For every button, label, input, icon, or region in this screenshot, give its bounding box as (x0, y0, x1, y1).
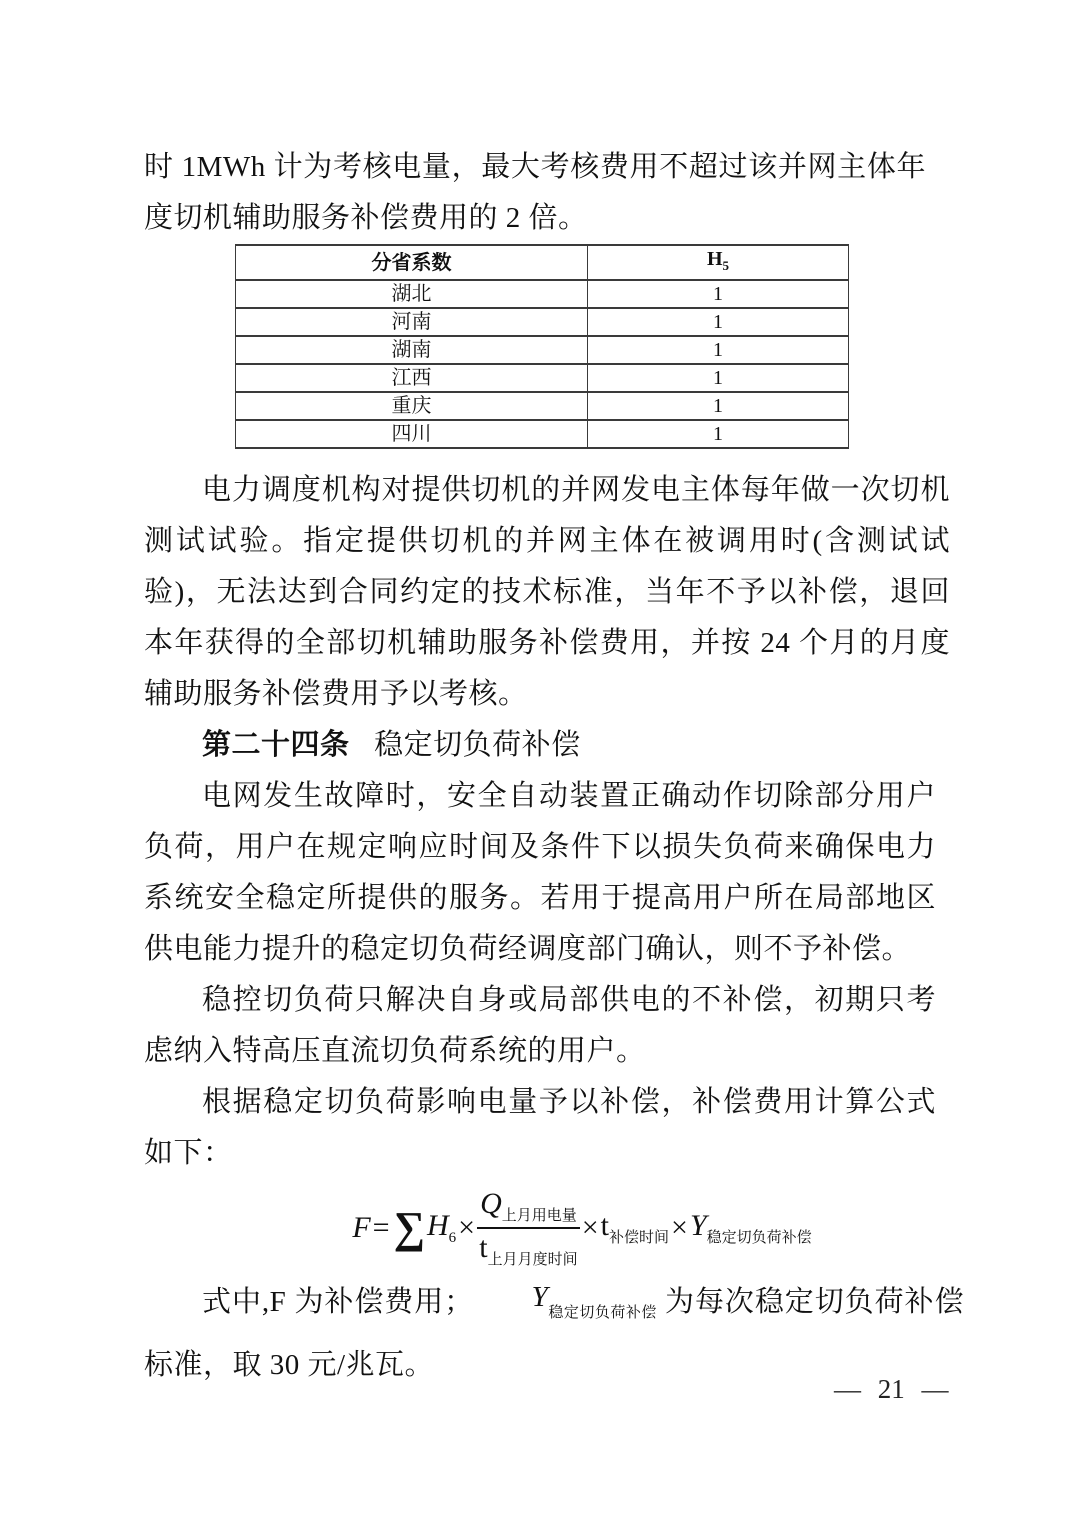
inline-y-subscript: 稳定切负荷补偿 (548, 1304, 657, 1321)
province-cell: 湖南 (236, 336, 588, 364)
province-cell: 湖北 (236, 280, 588, 308)
sum-symbol: ∑ (393, 1203, 425, 1252)
formula-F: F (352, 1211, 371, 1244)
column-header-h5 (588, 245, 849, 280)
h5-subscript: 5 (722, 258, 730, 273)
article-title: 稳定切负荷补偿 (374, 729, 581, 761)
value-cell: 1 (588, 308, 849, 336)
formula-fraction (477, 1187, 580, 1270)
table-row (236, 280, 849, 308)
t-den-subscript: 上月月度时间 (487, 1252, 578, 1268)
t-comp-base: t (600, 1209, 610, 1242)
paragraph-test-trial: 电力调度机构对提供切机的并网发电主体每年做一次切机测试试验。指定提供切机的并网主体在被调用时(含测试试验)，无法达到合同约定的技术标准，当年不予以补偿，退回本年获得的全部切机辅助服务补偿费用，并按 24 个月的月度辅助服务补偿费用予以考核。 (144, 474, 950, 710)
table-row (236, 336, 849, 364)
t-comp-subscript: 补偿时间 (609, 1230, 670, 1246)
province-cell: 河南 (236, 308, 588, 336)
paragraph-formula-intro: 根据稳定切负荷影响电量予以补偿，补偿费用计算公式如下： (144, 1086, 936, 1169)
q-base: Q (480, 1186, 502, 1220)
document-content (144, 142, 964, 1391)
fraction-numerator (477, 1187, 580, 1229)
table-header-row (236, 245, 849, 280)
y-base: Y (689, 1209, 707, 1242)
value-cell: 1 (588, 280, 849, 308)
inline-y-base: Y (531, 1281, 549, 1313)
formula-Y-standard (690, 1209, 812, 1247)
h-subscript: 6 (448, 1230, 457, 1246)
table-row (236, 364, 849, 392)
times-sign: × (458, 1211, 476, 1244)
value-cell: 1 (588, 420, 849, 448)
formula-t-compensation (601, 1209, 669, 1247)
province-coefficient-table (235, 244, 849, 449)
province-cell: 江西 (236, 364, 588, 392)
table-row (236, 392, 849, 420)
h5-base: H (706, 248, 723, 270)
t-den-base: t (479, 1231, 488, 1264)
value-cell: 1 (588, 392, 849, 420)
article-24-heading (144, 720, 936, 771)
formula-H6 (427, 1209, 456, 1247)
times-sign: × (581, 1211, 599, 1244)
q-subscript: 上月用电量 (501, 1207, 577, 1224)
formula-equals: = (372, 1211, 390, 1244)
table-row (236, 308, 849, 336)
h-base: H (426, 1209, 449, 1242)
value-cell: 1 (588, 336, 849, 364)
times-sign: × (671, 1211, 688, 1244)
explain-part1: 式中,F 为补偿费用； (202, 1286, 474, 1318)
province-cell: 重庆 (236, 392, 588, 420)
fraction-denominator (479, 1229, 577, 1269)
paragraph-stability-control: 稳控切负荷只解决自身或局部供电的不补偿，初期只考虑纳入特高压直流切负荷系统的用户。 (144, 984, 936, 1067)
page-number: — 21 — (834, 1374, 949, 1404)
intro-paragraph: 时 1MWh 计为考核电量，最大考核费用不超过该并网主体年度切机辅助服务补偿费用的 2 倍。 (144, 151, 926, 234)
table-row (236, 420, 849, 448)
inline-Y-symbol (474, 1272, 657, 1335)
column-header-province: 分省系数 (236, 245, 588, 280)
explain-part2: 为每次稳定切负荷补偿标准，取 30 元/兆瓦。 (144, 1286, 964, 1381)
compensation-formula (352, 1187, 811, 1269)
y-subscript: 稳定切负荷补偿 (706, 1230, 812, 1246)
province-cell: 四川 (236, 420, 588, 448)
paragraph-grid-fault: 电网发生故障时，安全自动装置正确动作切除部分用户负荷，用户在规定响应时间及条件下以损失负荷来确保电力系统安全稳定所提供的服务。若用于提高用户所在局部地区供电能力提升的稳定切负荷经调度部门确认，则不予补偿。 (144, 780, 936, 965)
article-number: 第二十四条 (202, 729, 350, 761)
value-cell: 1 (588, 364, 849, 392)
